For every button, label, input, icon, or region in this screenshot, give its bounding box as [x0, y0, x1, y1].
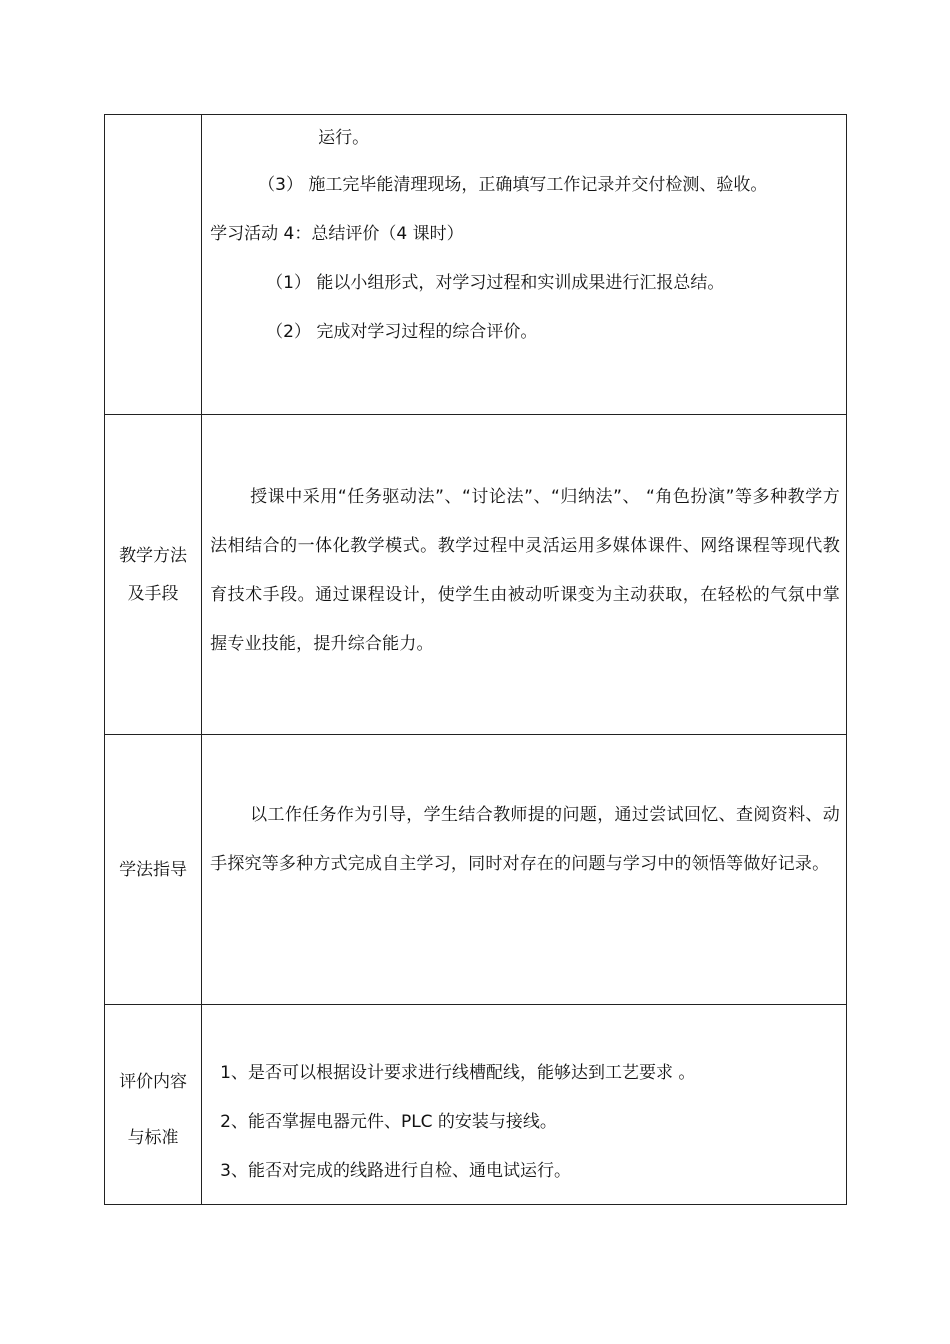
table-row-teaching-methods [105, 415, 847, 735]
table-row-evaluation [105, 1005, 847, 1205]
teaching-methods-label-line2: 及手段 [127, 583, 179, 604]
teaching-methods-label [105, 415, 202, 735]
table-row-learning-guidance [105, 735, 847, 1005]
activity-4-step1: （1） 能以小组形式，对学习过程和实训成果进行汇报总结。 [266, 273, 725, 293]
evaluation-content-cell [202, 1005, 847, 1205]
teaching-methods-paragraph: 授课中采用“任务驱动法”、“讨论法”、“归纳法”、 “角色扮演”等多种教学方法相结合的一体化教学模式。教学过程中灵活运用多媒体课件、网络课程等现代教育技术手段。通过课程设计，使学生由被动听课变为主动获取，在轻松的气氛中掌握专业技能，提升综合能力。 [210, 487, 840, 654]
learning-guidance-content-cell [202, 735, 847, 1005]
teaching-methods-content-cell [202, 415, 847, 735]
evaluation-label [105, 1005, 202, 1205]
activity-4-step2: （2） 完成对学习过程的综合评价。 [266, 322, 538, 342]
learning-guidance-label-line1: 学法指导 [119, 859, 188, 880]
learning-guidance-paragraph: 以工作任务作为引导，学生结合教师提的问题，通过尝试回忆、查阅资料、动手探究等多种方式完成自主学习，同时对存在的问题与学习中的领悟等做好记录。 [210, 805, 840, 874]
evaluation-item-3: 3、能否对完成的线路进行自检、通电试运行。 [220, 1161, 571, 1181]
activity-4-heading: 学习活动 4：总结评价（4 课时） [210, 224, 464, 244]
activities-content-cell [202, 115, 847, 415]
evaluation-item-2: 2、能否掌握电器元件、PLC 的安装与接线。 [220, 1112, 557, 1132]
row-label-empty [105, 115, 202, 415]
table-row-activities [105, 115, 847, 415]
learning-guidance-label [105, 735, 202, 1005]
activity-line-step3: （3） 施工完毕能清理现场，正确填写工作记录并交付检测、验收。 [258, 175, 768, 195]
teaching-methods-label-line1: 教学方法 [119, 545, 188, 566]
evaluation-item-1: 1、是否可以根据设计要求进行线槽配线，能够达到工艺要求 。 [220, 1063, 696, 1083]
activity-line-continuation: 运行。 [318, 128, 370, 148]
evaluation-label-line1: 评价内容 [119, 1071, 188, 1092]
evaluation-label-line2: 与标准 [127, 1127, 179, 1148]
course-info-table [104, 114, 847, 1205]
